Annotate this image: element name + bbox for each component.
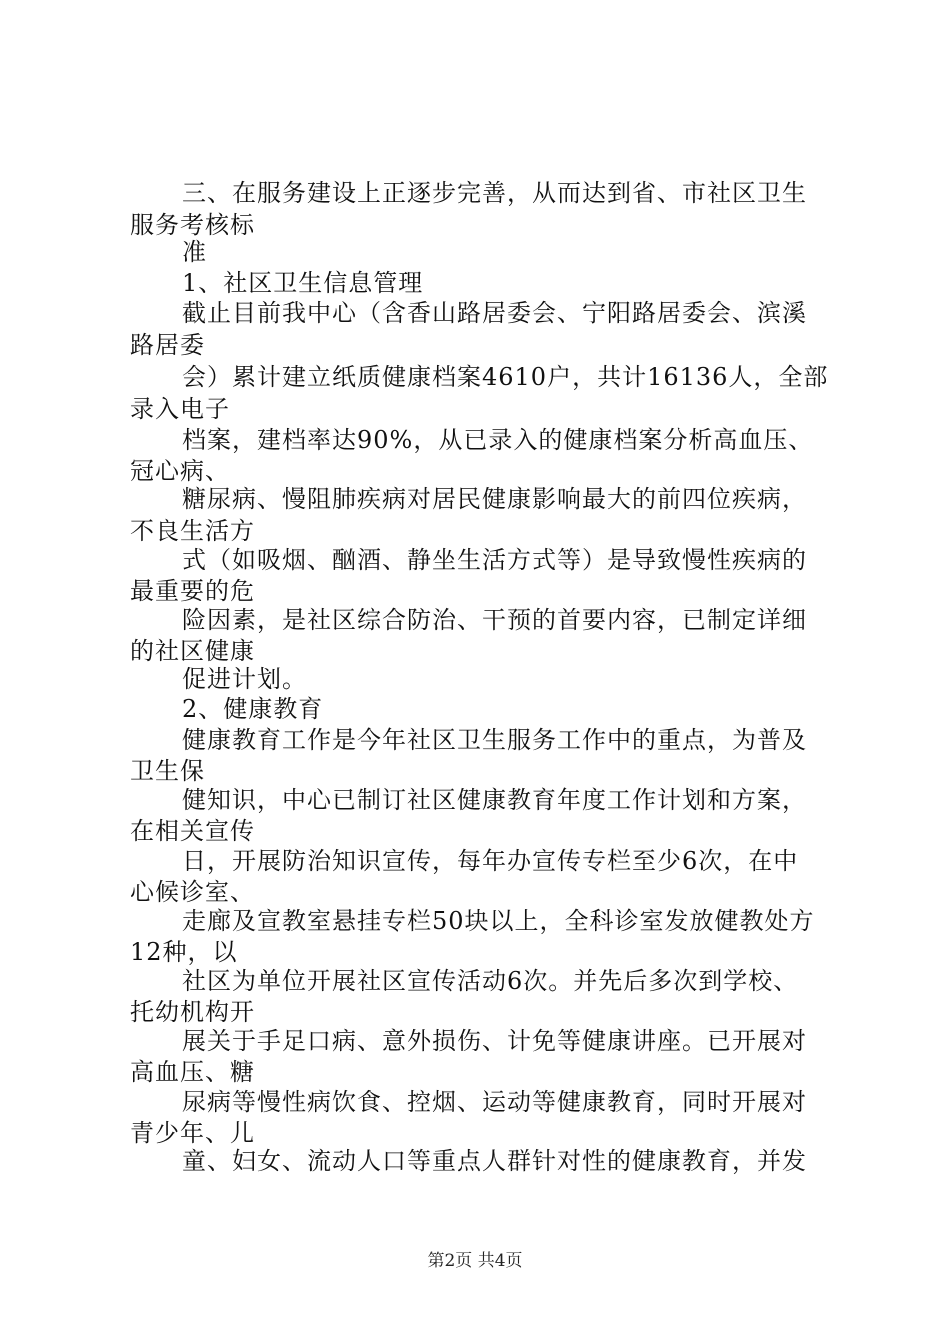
text-line: 尿病等慢性病饮食、控烟、运动等健康教育，同时开展对 <box>182 1088 807 1116</box>
text-line: 录入电子 <box>130 395 230 423</box>
text-line: 青少年、儿 <box>130 1119 255 1147</box>
text-line: 心候诊室、 <box>130 878 255 906</box>
text-line: 会）累计建立纸质健康档案4610户，共计16136人，全部 <box>182 363 829 391</box>
text-line: 卫生保 <box>130 757 205 785</box>
text-line: 路居委 <box>130 331 205 359</box>
text-line: 式（如吸烟、酗酒、静坐生活方式等）是导致慢性疾病的 <box>182 546 807 574</box>
text-line: 档案，建档率达90%，从已录入的健康档案分析高血压、 <box>182 426 814 454</box>
text-line: 三、在服务建设上正逐步完善，从而达到省、市社区卫生 <box>182 179 807 207</box>
text-line: 险因素，是社区综合防治、干预的首要内容，已制定详细 <box>182 606 807 634</box>
text-line: 走廊及宣教室悬挂专栏50块以上，全科诊室发放健教处方 <box>182 907 815 935</box>
text-line: 糖尿病、慢阻肺疾病对居民健康影响最大的前四位疾病， <box>182 485 807 513</box>
text-line: 托幼机构开 <box>130 998 255 1026</box>
section-heading: 2、健康教育 <box>182 695 324 723</box>
text-line: 不良生活方 <box>130 517 255 545</box>
section-heading: 1、社区卫生信息管理 <box>182 269 424 297</box>
text-line: 健康教育工作是今年社区卫生服务工作中的重点，为普及 <box>182 726 807 754</box>
text-line: 在相关宣传 <box>130 817 255 845</box>
text-line: 童、妇女、流动人口等重点人群针对性的健康教育，并发 <box>182 1147 807 1175</box>
text-line: 促进计划。 <box>182 665 307 693</box>
text-line: 社区为单位开展社区宣传活动6次。并先后多次到学校、 <box>182 967 799 995</box>
text-line: 冠心病、 <box>130 457 230 485</box>
text-line: 截止目前我中心（含香山路居委会、宁阳路居委会、滨溪 <box>182 299 807 327</box>
text-line: 健知识，中心已制订社区健康教育年度工作计划和方案， <box>182 786 807 814</box>
page-number-footer: 第2页 共4页 <box>427 1251 523 1271</box>
text-line: 服务考核标 <box>130 211 255 239</box>
text-line: 展关于手足口病、意外损伤、计免等健康讲座。已开展对 <box>182 1027 807 1055</box>
text-line: 的社区健康 <box>130 637 255 665</box>
text-line: 准 <box>182 238 207 266</box>
text-line: 日，开展防治知识宣传，每年办宣传专栏至少6次，在中 <box>182 847 799 875</box>
text-line: 12种，以 <box>130 938 238 966</box>
text-line: 最重要的危 <box>130 577 255 605</box>
text-line: 高血压、糖 <box>130 1058 255 1086</box>
